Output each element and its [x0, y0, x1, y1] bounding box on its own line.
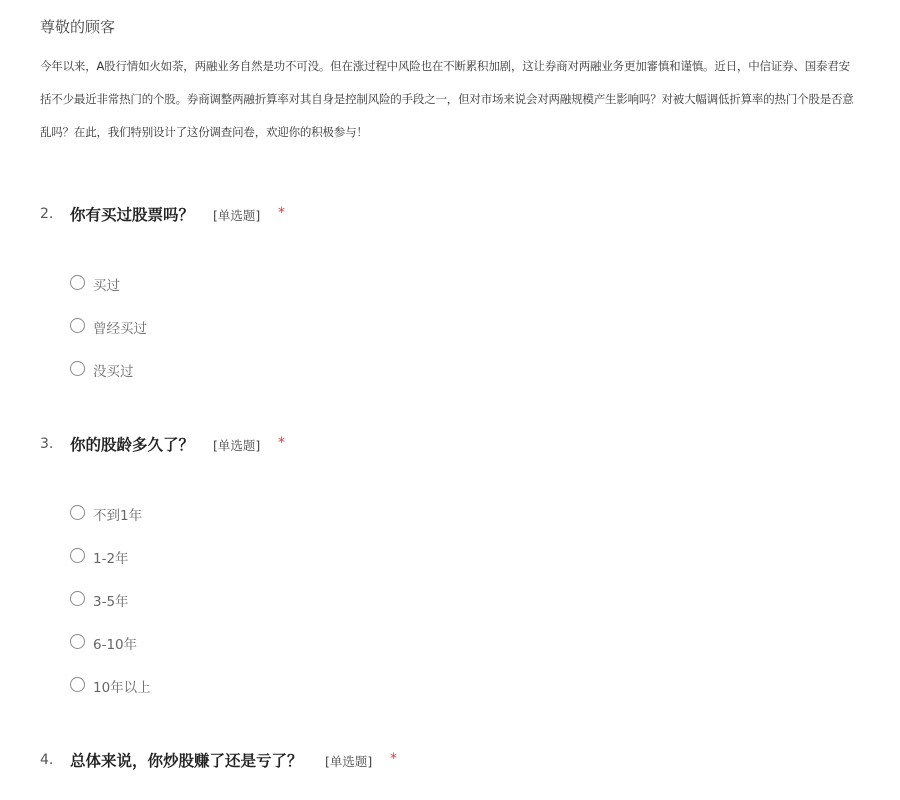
option-label: 曾经买过 [93, 321, 147, 337]
question-number: 2. [40, 206, 54, 222]
required-asterisk: * [390, 751, 397, 767]
option-label: 不到1年 [93, 508, 143, 524]
question-type-label: [单选题] [325, 754, 373, 769]
question-type-label: [单选题] [213, 208, 261, 223]
option-label: 6-10年 [93, 637, 138, 653]
radio-button[interactable] [70, 318, 85, 333]
option-label: 10年以上 [93, 680, 151, 696]
radio-button[interactable] [70, 505, 85, 520]
option-label: 3-5年 [93, 594, 129, 610]
radio-button[interactable] [70, 361, 85, 376]
question-title: 你的股龄多久了？ [70, 436, 195, 454]
question-title: 总体来说，你炒股赚了还是亏了？ [70, 752, 303, 770]
radio-button[interactable] [70, 677, 85, 692]
option-label: 买过 [93, 278, 120, 294]
question-number: 3. [40, 436, 54, 452]
radio-button[interactable] [70, 591, 85, 606]
required-asterisk: * [278, 205, 285, 221]
radio-button[interactable] [70, 548, 85, 563]
required-asterisk: * [278, 435, 285, 451]
radio-button[interactable] [70, 634, 85, 649]
question-type-label: [单选题] [213, 438, 261, 453]
radio-button[interactable] [70, 275, 85, 290]
intro-text-line-2: 括不少最近非常热门的个股。券商调整两融折算率对其自身是控制风险的手段之一，但对市场来说会对两融规模产生影响吗？对被大幅调低折算率的热门个股是否意 [40, 92, 854, 106]
greeting-title: 尊敬的顾客 [40, 18, 116, 36]
intro-text-line-1: 今年以来，A股行情如火如荼，两融业务自然是功不可没。但在涨过程中风险也在不断累积加剧，这让券商对两融业务更加審慎和谨慎。近日，中信证券、国泰君安 [40, 59, 850, 73]
option-label: 没买过 [93, 364, 134, 380]
option-label: 1-2年 [93, 551, 129, 567]
intro-text-line-3: 乱吗？在此，我们特别设计了这份调查问卷，欢迎你的积极参与！ [40, 125, 368, 139]
question-number: 4. [40, 752, 54, 768]
question-title: 你有买过股票吗？ [70, 206, 195, 224]
